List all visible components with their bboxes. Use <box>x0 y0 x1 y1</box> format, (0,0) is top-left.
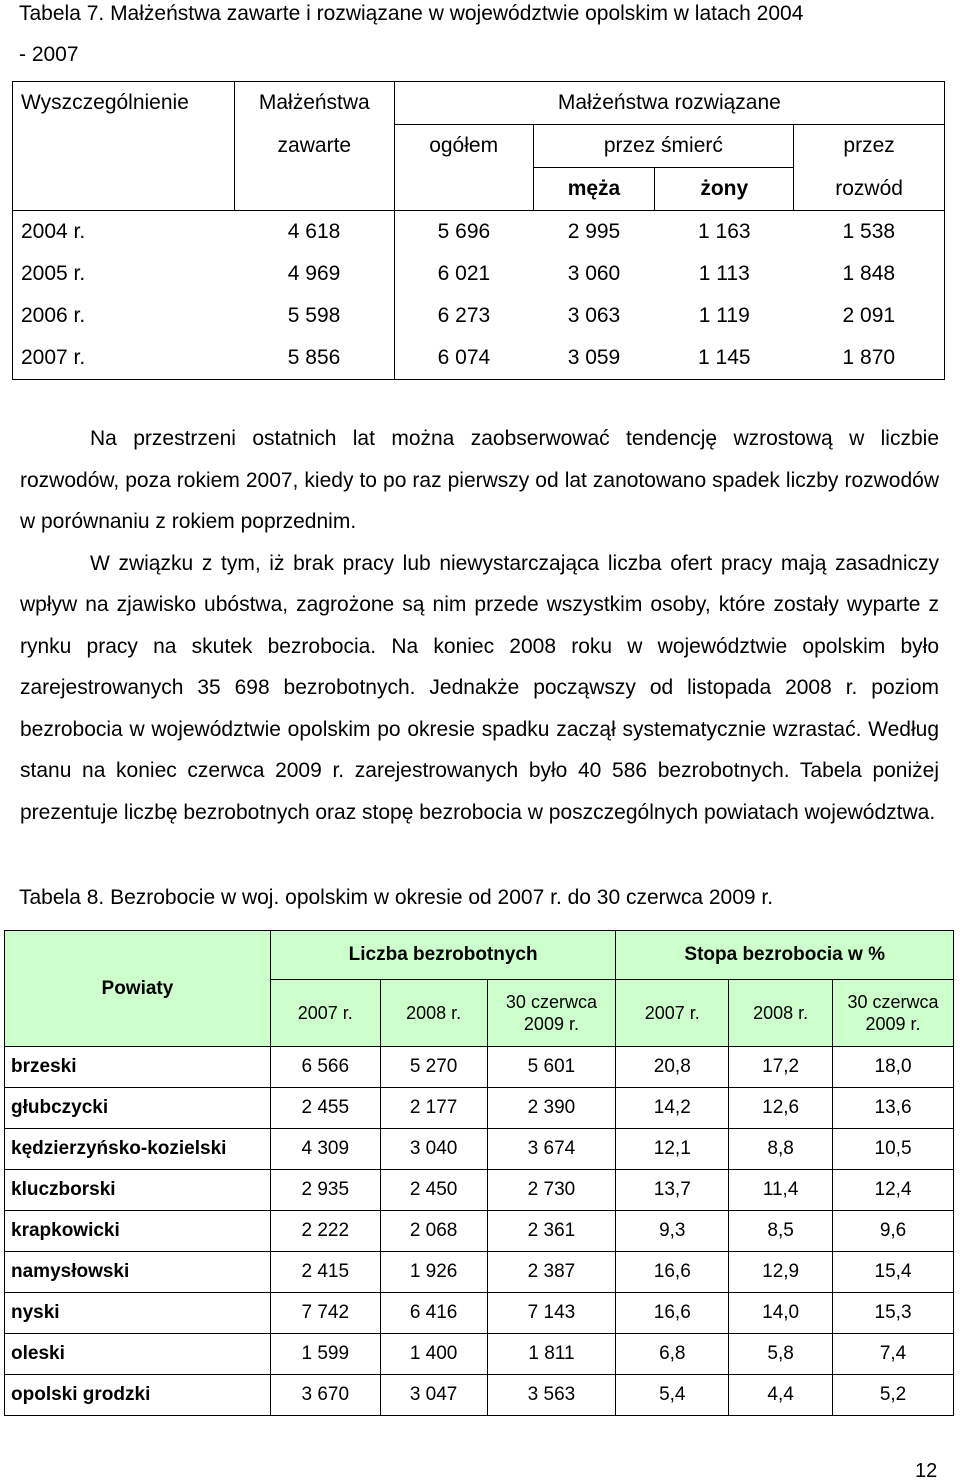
table7-cell-year: 2007 r. <box>13 337 235 380</box>
header-line-2: 2009 r. <box>865 1014 921 1034</box>
table8-cell-s2007: 12,1 <box>616 1129 729 1170</box>
paragraph-unemployment: W związku z tym, iż brak pracy lub niewystarczająca liczba ofert pracy mają zasadniczy wpływ na zjawisko ubóstwa, zagrożone są nim przede wszystkim osoby, które zostały wyparte z rynku pracy na skutek bezrobocia. Na koniec 2008 roku w województwie opolskim było zarejestrowanych 35 698 bezrobotnych. Jednakże począwszy od listopada 2008 r. poziom bezrobocia w województwie opolskim po okresie spadku zaczął systematycznie wzrastać. Według stanu na koniec czerwca 2009 r. zarejestrowanych było 40 586 bezrobotnych. Tabela poniżej prezentuje liczbę bezrobotnych oraz stopę bezrobocia w poszczególnych powiatach województwa. <box>20 551 939 824</box>
table8-cell-s2007: 14,2 <box>616 1088 729 1129</box>
table8-cell-s2008: 12,6 <box>729 1088 833 1129</box>
paragraph-divorces: Na przestrzeni ostatnich lat można zaobserwować tendencję wzrostową w liczbie rozwodów, poza rokiem 2007, kiedy to po raz pierwszy od lat zanotowano spadek liczby rozwodów w porównaniu z rokiem poprzednim. <box>20 427 939 533</box>
table8-cell-s2009: 10,5 <box>833 1129 954 1170</box>
table8-cell-l2008: 5 270 <box>380 1047 487 1088</box>
table8-cell-l2009: 1 811 <box>487 1334 616 1375</box>
table8-cell-name: krapkowicki <box>5 1211 271 1252</box>
table8-cell-s2008: 12,9 <box>729 1252 833 1293</box>
table8-cell-l2007: 2 222 <box>270 1211 380 1252</box>
table8-row <box>5 1211 954 1252</box>
table7-header-zawarte: Małżeństwa <box>234 82 394 125</box>
table7-cell-year: 2006 r. <box>13 295 235 337</box>
table8-cell-s2009: 9,6 <box>833 1211 954 1252</box>
table7 <box>12 81 945 380</box>
table8-cell-s2009: 15,3 <box>833 1293 954 1334</box>
table8-cell-l2007: 7 742 <box>270 1293 380 1334</box>
table8-cell-s2009: 15,4 <box>833 1252 954 1293</box>
table8-body <box>5 1047 954 1416</box>
table7-cell-zawarte: 4 969 <box>234 253 394 295</box>
table8-cell-s2008: 4,4 <box>729 1375 833 1416</box>
table8-cell-name: brzeski <box>5 1047 271 1088</box>
table7-cell-rozwod: 1 848 <box>794 253 945 295</box>
table8-cell-name: opolski grodzki <box>5 1375 271 1416</box>
header-line-2: 2009 r. <box>523 1014 579 1034</box>
table8-header-powiaty: Powiaty <box>5 931 271 1047</box>
page-number: 12 <box>915 1460 938 1482</box>
table7-row <box>13 337 945 380</box>
table8-row <box>5 1170 954 1211</box>
table7-row <box>13 295 945 337</box>
table8-header-l2008: 2008 r. <box>380 980 487 1047</box>
header-line-1: 30 czerwca <box>505 992 597 1012</box>
table8-row <box>5 1129 954 1170</box>
table8-cell-s2008: 14,0 <box>729 1293 833 1334</box>
table8-cell-s2007: 5,4 <box>616 1375 729 1416</box>
table8-cell-s2008: 17,2 <box>729 1047 833 1088</box>
table7-cell-zony: 1 163 <box>655 211 794 254</box>
table7-cell-ogolem: 5 696 <box>394 211 533 254</box>
table8-header-stopa: Stopa bezrobocia w % <box>616 931 954 980</box>
table7-cell-year: 2004 r. <box>13 211 235 254</box>
table8-header-liczba: Liczba bezrobotnych <box>270 931 616 980</box>
table7-header-ogolem: ogółem <box>394 125 533 168</box>
table8-cell-l2007: 2 455 <box>270 1088 380 1129</box>
table7-header-smierc: przez śmierć <box>533 125 794 168</box>
table8-cell-name: oleski <box>5 1334 271 1375</box>
table7-row <box>13 211 945 254</box>
table8-cell-l2009: 2 730 <box>487 1170 616 1211</box>
table8-cell-l2008: 3 040 <box>380 1129 487 1170</box>
table8-cell-l2008: 6 416 <box>380 1293 487 1334</box>
table8-cell-l2007: 3 670 <box>270 1375 380 1416</box>
table7-cell-zawarte: 5 598 <box>234 295 394 337</box>
table7-cell-zony: 1 145 <box>655 337 794 380</box>
table8-cell-l2008: 1 400 <box>380 1334 487 1375</box>
table8-caption: Tabela 8. Bezrobocie w woj. opolskim w okresie od 2007 r. do 30 czerwca 2009 r. <box>19 886 774 909</box>
table8-cell-s2008: 5,8 <box>729 1334 833 1375</box>
table8-cell-name: kędzierzyńsko-kozielski <box>5 1129 271 1170</box>
table7-cell-rozwod: 2 091 <box>794 295 945 337</box>
table7-cell-meza: 2 995 <box>533 211 655 254</box>
table8-header-s2009 <box>833 980 954 1047</box>
table8-row <box>5 1293 954 1334</box>
table7-caption-line1: Tabela 7. Małżeństwa zawarte i rozwiązane w województwie opolskim w latach 2004 <box>19 2 804 25</box>
table8-cell-s2007: 16,6 <box>616 1252 729 1293</box>
table7-body <box>13 211 945 380</box>
table7-cell-ogolem: 6 021 <box>437 262 491 285</box>
table8-header-s2007: 2007 r. <box>616 980 729 1047</box>
table8-cell-l2008: 1 926 <box>380 1252 487 1293</box>
table7-header-zawarte-2: zawarte <box>234 125 394 168</box>
table7-cell-rozwod: 1 538 <box>794 211 945 254</box>
table8-cell-l2009: 2 390 <box>487 1088 616 1129</box>
table7-cell-meza: 3 063 <box>567 304 621 327</box>
table8-header-l2009 <box>487 980 616 1047</box>
table8-row <box>5 1334 954 1375</box>
table8-cell-l2009: 7 143 <box>487 1293 616 1334</box>
table8-cell-l2009: 5 601 <box>487 1047 616 1088</box>
table8-cell-l2007: 2 935 <box>270 1170 380 1211</box>
header-line-1: 30 czerwca <box>847 992 939 1012</box>
table8-cell-l2009: 2 361 <box>487 1211 616 1252</box>
table7-header-rozwiazane: Małżeństwa rozwiązane <box>394 82 944 125</box>
table8-cell-s2007: 16,6 <box>616 1293 729 1334</box>
table7-header-spec: Wyszczególnienie <box>13 82 235 125</box>
table8-cell-s2007: 6,8 <box>616 1334 729 1375</box>
table8-cell-name: namysłowski <box>5 1252 271 1293</box>
table7-cell-year: 2005 r. <box>13 253 235 295</box>
table7-cell-zony: 1 119 <box>698 304 750 327</box>
table8-header-s2008: 2008 r. <box>729 980 833 1047</box>
table8-cell-l2008: 2 177 <box>380 1088 487 1129</box>
table8-cell-s2007: 13,7 <box>616 1170 729 1211</box>
table7-cell-ogolem: 6 273 <box>437 304 491 327</box>
table8-row <box>5 1088 954 1129</box>
table8-cell-l2009: 3 674 <box>487 1129 616 1170</box>
table7-header-zony: żony <box>655 168 794 211</box>
table8-cell-l2009: 3 563 <box>487 1375 616 1416</box>
table8-cell-s2007: 9,3 <box>616 1211 729 1252</box>
table8-cell-l2007: 1 599 <box>270 1334 380 1375</box>
body-text <box>20 418 939 833</box>
table7-cell-ogolem: 6 074 <box>394 337 533 380</box>
table8-cell-l2008: 2 450 <box>380 1170 487 1211</box>
table7-cell-zawarte: 4 618 <box>234 211 394 254</box>
table8-cell-s2008: 8,5 <box>729 1211 833 1252</box>
table8-cell-name: głubczycki <box>5 1088 271 1129</box>
table8-cell-l2008: 2 068 <box>380 1211 487 1252</box>
table7-cell-zony: 1 113 <box>698 262 750 285</box>
table8-cell-l2007: 4 309 <box>270 1129 380 1170</box>
table8-cell-name: kluczborski <box>5 1170 271 1211</box>
table8-cell-l2009: 2 387 <box>487 1252 616 1293</box>
table8-cell-s2008: 8,8 <box>729 1129 833 1170</box>
table8-cell-s2008: 11,4 <box>729 1170 833 1211</box>
table8-row <box>5 1252 954 1293</box>
table8-cell-l2007: 6 566 <box>270 1047 380 1088</box>
table8-header-l2007: 2007 r. <box>270 980 380 1047</box>
table8 <box>4 930 954 1416</box>
table8-row <box>5 1047 954 1088</box>
table7-header-meza: męża <box>533 168 655 211</box>
table7-header-przez: przez <box>794 125 945 168</box>
table7-caption-line2: - 2007 <box>19 43 79 66</box>
table8-row <box>5 1375 954 1416</box>
table8-cell-s2009: 5,2 <box>833 1375 954 1416</box>
table7-cell-zawarte: 5 856 <box>234 337 394 380</box>
table8-cell-s2009: 13,6 <box>833 1088 954 1129</box>
table7-row <box>13 253 945 295</box>
table8-cell-s2007: 20,8 <box>616 1047 729 1088</box>
table8-cell-s2009: 12,4 <box>833 1170 954 1211</box>
table7-cell-rozwod: 1 870 <box>794 337 945 380</box>
table7-cell-meza: 3 060 <box>567 262 621 285</box>
table8-cell-name: nyski <box>5 1293 271 1334</box>
table7-header-rozwod: rozwód <box>794 168 945 211</box>
table8-cell-l2008: 3 047 <box>380 1375 487 1416</box>
table8-cell-s2009: 18,0 <box>833 1047 954 1088</box>
table7-cell-meza: 3 059 <box>533 337 655 380</box>
table8-cell-s2009: 7,4 <box>833 1334 954 1375</box>
table8-cell-l2007: 2 415 <box>270 1252 380 1293</box>
